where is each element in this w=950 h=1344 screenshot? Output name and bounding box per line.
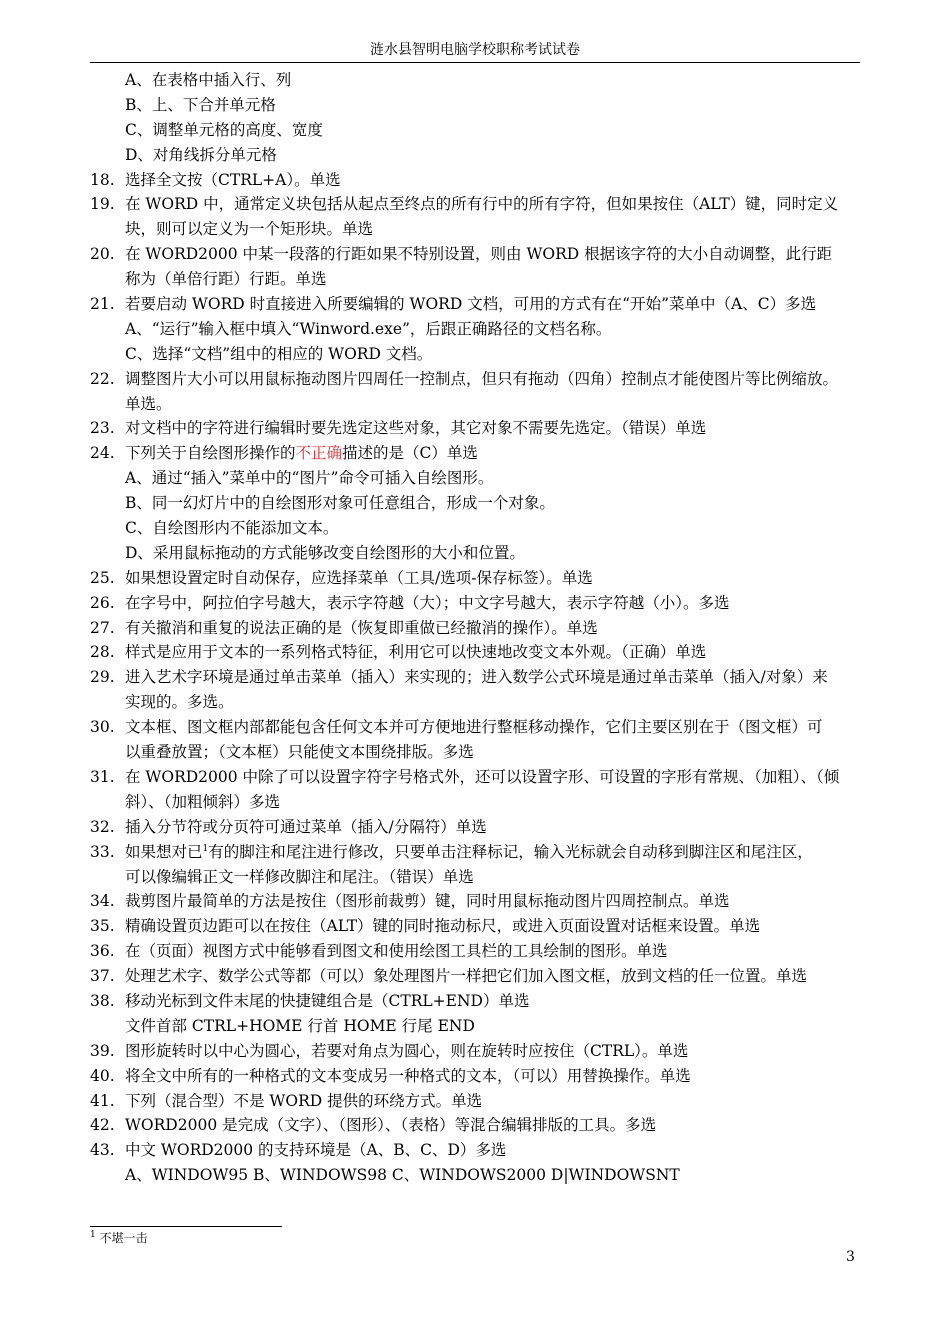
document-line (90, 914, 870, 939)
line-text (125, 441, 478, 466)
document-line (90, 93, 870, 118)
document-line (90, 242, 870, 267)
footnote-text: 不堪一击 (99, 1231, 148, 1245)
highlighted-text: 不正确 (295, 444, 343, 463)
line-text: 样式是应用于文本的一系列格式特征，利用它可以快速地改变文本外观。（正确）单选 (125, 643, 707, 662)
document-line (90, 690, 870, 715)
document-line (90, 342, 870, 367)
document-line (90, 1138, 870, 1163)
document-line (90, 665, 870, 690)
line-text: WORD2000 是完成（文字）、（图形）、（表格）等混合编辑排版的工具。多选 (125, 1116, 657, 1135)
item-number: 30. (90, 718, 115, 737)
item-number: 20. (90, 245, 115, 264)
item-number: 42. (90, 1116, 115, 1135)
line-text: B、同一幻灯片中的自绘图形对象可任意组合，形成一个对象。 (125, 494, 555, 513)
item-number: 28. (90, 643, 115, 662)
line-text: 在 WORD2000 中某一段落的行距如果不特别设置，则由 WORD 根据该字符的大小自动调整，此行距 (125, 245, 833, 264)
document-line (90, 616, 870, 641)
document-line (90, 566, 870, 591)
line-text: 如果想设置定时自动保存，应选择菜单（工具/选项-保存标签）。单选 (125, 568, 593, 587)
item-number: 29. (90, 668, 115, 687)
line-text: B、上、下合并单元格 (125, 95, 276, 114)
line-text: 单选。 (125, 394, 172, 413)
line-text: C、选择“文档”组中的相应的 WORD 文档。 (125, 344, 433, 363)
document-line (90, 889, 870, 914)
line-text: 在字号中，阿拉伯字号越大，表示字符越（大）；中文字号越大，表示字符越（小）。多选 (125, 593, 730, 612)
item-number: 31. (90, 767, 115, 786)
document-line (90, 367, 870, 392)
document-line (90, 790, 870, 815)
item-number: 19. (90, 195, 115, 214)
document-line (90, 68, 870, 93)
text-segment: 描述的是（C）单选 (342, 444, 478, 463)
item-number: 38. (90, 991, 115, 1010)
line-text: 处理艺术字、数学公式等都（可以）象处理图片一样把它们加入图文框，放到文档的任一位置。单选 (125, 967, 808, 986)
line-text: A、通过“插入”菜单中的“图片”命令可插入自绘图形。 (125, 469, 494, 488)
document-line (90, 1089, 870, 1114)
document-line (90, 118, 870, 143)
line-text: A、“运行”输入框中填入“Winword.exe”，后跟正确路径的文档名称。 (125, 319, 612, 338)
document-line (90, 317, 870, 342)
document-line (90, 267, 870, 292)
document-line (90, 840, 870, 865)
document-line (90, 292, 870, 317)
line-text: 下列（混合型）不是 WORD 提供的环绕方式。单选 (125, 1091, 483, 1110)
item-number: 43. (90, 1141, 115, 1160)
item-number: 36. (90, 942, 115, 961)
line-text: 移动光标到文件末尾的快捷键组合是（CTRL+END）单选 (125, 991, 530, 1010)
item-number: 25. (90, 568, 115, 587)
line-text: D、对角线拆分单元格 (125, 145, 277, 164)
line-text: D、采用鼠标拖动的方式能够改变自绘图形的大小和位置。 (125, 543, 525, 562)
document-line (90, 1039, 870, 1064)
item-number: 33. (90, 842, 115, 861)
line-text: 称为（单倍行距）行距。单选 (125, 270, 327, 289)
line-text: 在 WORD2000 中除了可以设置字符字号格式外，还可以设置字形、可设置的字形有常规、（加粗）、（倾 (125, 767, 840, 786)
line-text: 调整图片大小可以用鼠标拖动图片四周任一控制点，但只有拖动（四角）控制点才能使图片等比例缩放。 (125, 369, 839, 388)
document-line (90, 1113, 870, 1138)
text-segment: 有的脚注和尾注进行修改，只要单击注释标记，输入光标就会自动移到脚注区和尾注区， (208, 842, 813, 861)
document-line (90, 640, 870, 665)
item-number: 35. (90, 917, 115, 936)
document-line (90, 416, 870, 441)
document-line (90, 168, 870, 193)
line-text: 插入分节符或分页符可通过菜单（插入/分隔符）单选 (125, 817, 487, 836)
footnote-rule (90, 1226, 282, 1227)
document-line (90, 441, 870, 466)
line-text: 在（页面）视图方式中能够看到图文和使用绘图工具栏的工具绘制的图形。单选 (125, 942, 668, 961)
line-text: 实现的。多选。 (125, 693, 234, 712)
item-number: 26. (90, 593, 115, 612)
line-text: 在 WORD 中，通常定义块包括从起点至终点的所有行中的所有字符，但如果按住（ALT）键，同时定义 (125, 195, 839, 214)
item-number: 41. (90, 1091, 115, 1110)
footnote (90, 1230, 148, 1246)
line-text: 有关撤消和重复的说法正确的是（恢复即重做已经撤消的操作）。单选 (125, 618, 598, 637)
item-number: 23. (90, 419, 115, 438)
document-line (90, 715, 870, 740)
item-number: 39. (90, 1041, 115, 1060)
footnote-mark: 1 (90, 1230, 96, 1240)
line-text: 文件首部 CTRL+HOME 行首 HOME 行尾 END (125, 1016, 475, 1035)
line-text: 对文档中的字符进行编辑时要先选定这些对象，其它对象不需要先选定。（错误）单选 (125, 419, 707, 438)
document-line (90, 1163, 870, 1188)
item-number: 32. (90, 817, 115, 836)
document-line (90, 392, 870, 417)
item-number: 27. (90, 618, 115, 637)
line-text: 进入艺术字环境是通过单击菜单（插入）来实现的；进入数学公式环境是通过单击菜单（插入/对象）来 (125, 668, 828, 687)
line-text: 将全文中所有的一种格式的文本变成另一种格式的文本，（可以）用替换操作。单选 (125, 1066, 691, 1085)
item-number: 18. (90, 170, 115, 189)
line-text: 块，则可以定义为一个矩形块。单选 (125, 220, 374, 239)
line-text: 若要启动 WORD 时直接进入所要编辑的 WORD 文档，可用的方式有在“开始”菜单中（A、C）多选 (125, 295, 817, 314)
line-text: 以重叠放置；（文本框）只能使文本围绕排版。多选 (125, 743, 474, 762)
page-header: 涟水县智明电脑学校职称考试试卷 (370, 42, 580, 58)
document-line (90, 740, 870, 765)
document-body (90, 68, 870, 1188)
document-line (90, 516, 870, 541)
document-line (90, 466, 870, 491)
header-rule (90, 62, 860, 63)
document-line (90, 1064, 870, 1089)
footnote-reference: 1 (202, 843, 209, 854)
item-number: 34. (90, 892, 115, 911)
document-line (90, 1014, 870, 1039)
item-number: 37. (90, 967, 115, 986)
document-line (90, 964, 870, 989)
item-number: 21. (90, 295, 115, 314)
line-text: 选择全文按（CTRL+A）。单选 (125, 170, 341, 189)
line-text (125, 840, 813, 865)
document-line (90, 491, 870, 516)
line-text: 可以像编辑正文一样修改脚注和尾注。（错误）单选 (125, 867, 474, 886)
document-line (90, 591, 870, 616)
line-text: A、WINDOW95 B、WINDOWS98 C、WINDOWS2000 D|WINDOWSNT (125, 1166, 680, 1185)
item-number: 24. (90, 444, 115, 463)
line-text: A、在表格中插入行、列 (125, 71, 292, 89)
document-line (90, 192, 870, 217)
line-text: 裁剪图片最简单的方法是按住（图形前裁剪）键，同时用鼠标拖动图片四周控制点。单选 (125, 892, 730, 911)
line-text: 精确设置页边距可以在按住（ALT）键的同时拖动标尺，或进入页面设置对话框来设置。单选 (125, 917, 761, 936)
document-line (90, 143, 870, 168)
page-number: 3 (846, 1249, 855, 1265)
document-line (90, 989, 870, 1014)
item-number: 40. (90, 1066, 115, 1085)
line-text: 中文 WORD2000 的支持环境是（A、B、C、D）多选 (125, 1141, 507, 1160)
document-line (90, 541, 870, 566)
item-number: 22. (90, 369, 115, 388)
line-text: C、调整单元格的高度、宽度 (125, 120, 323, 139)
line-text: 斜）、（加粗倾斜）多选 (125, 792, 281, 811)
document-line (90, 939, 870, 964)
line-text: 图形旋转时以中心为圆心，若要对角点为圆心，则在旋转时应按住（CTRL）。单选 (125, 1041, 689, 1060)
document-line (90, 217, 870, 242)
document-line (90, 815, 870, 840)
document-line (90, 865, 870, 890)
line-text: C、自绘图形内不能添加文本。 (125, 519, 339, 538)
line-text: 文本框、图文框内部都能包含任何文本并可方便地进行整框移动操作，它们主要区别在于（图文框）可 (125, 718, 823, 737)
text-segment: 下列关于自绘图形操作的 (125, 444, 296, 463)
text-segment: 如果想对已 (125, 842, 203, 861)
document-line (90, 765, 870, 790)
